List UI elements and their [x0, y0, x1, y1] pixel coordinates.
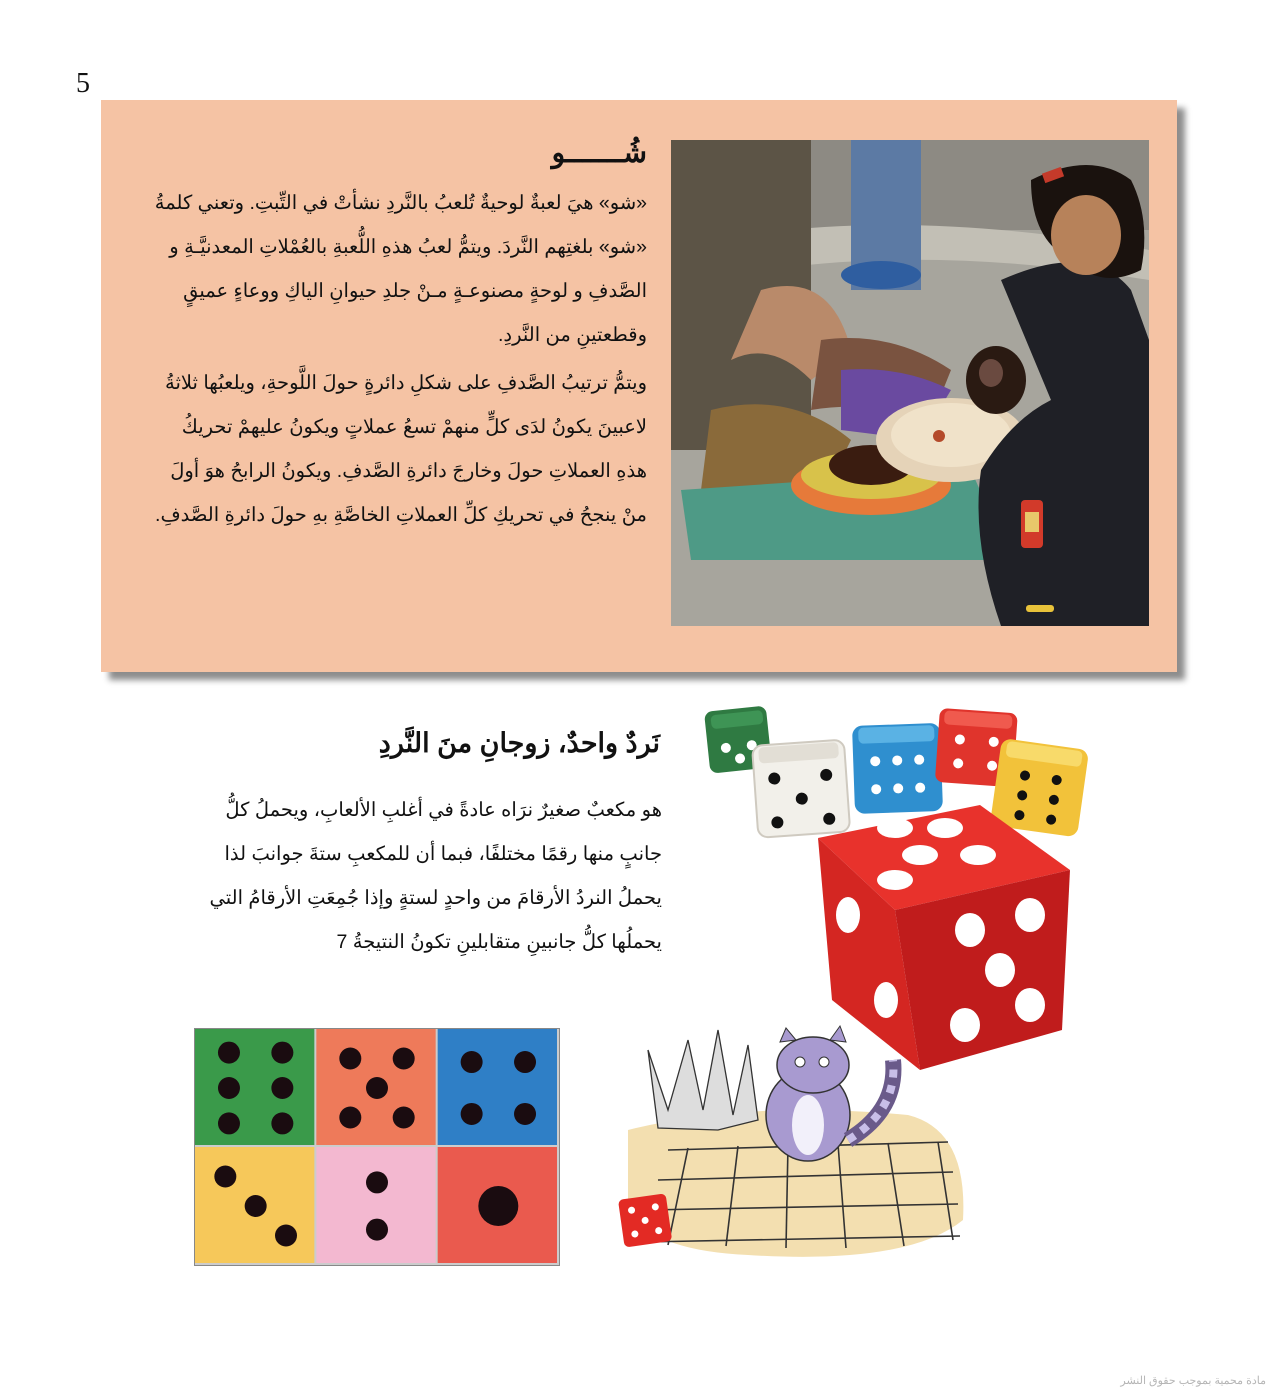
die-pip [461, 1103, 483, 1125]
dice-title: نَردٌ واحدٌ، زوجانِ منَ النَّردِ [378, 728, 660, 758]
die-pip [366, 1077, 388, 1099]
cat-board-illustration [608, 1020, 970, 1270]
die-pip [366, 1171, 388, 1193]
die-pip [218, 1042, 240, 1064]
die-pip [339, 1107, 361, 1129]
die-pip [478, 1186, 518, 1226]
die-face-6 [195, 1029, 314, 1145]
shou-game-photo [671, 140, 1149, 626]
die-face-4 [438, 1029, 557, 1145]
copyright-watermark: مادة محمية بموجب حقوق النشر [1120, 1375, 1266, 1387]
die-pip [275, 1225, 297, 1247]
die-pip [366, 1219, 388, 1241]
die-pip [218, 1112, 240, 1134]
die-pip [514, 1103, 536, 1125]
shou-title: شُـــــــو [551, 137, 647, 168]
shou-paragraph-2: ويتمُّ ترتيبُ الصَّدفِ على شكلِ دائرةٍ حولَ اللَّوحةِ، ويلعبُها ثلاثةُ لاعبينَ يكونُ لدَى كلٍّ منهمْ تسعُ عملاتٍ ويكونُ عليهمْ تحريكُ هذهِ العملاتِ حولَ وخارجَ دائرةِ الصَّدفِ. ويكونُ الرابحُ هوَ أولَ منْ ينجحُ في تحريكِ كلِّ العملاتِ الخاصَّةِ بهِ حولَ دائرةِ الصَّدفِ. [155, 372, 647, 526]
die-pip [393, 1107, 415, 1129]
die-pip [393, 1048, 415, 1070]
die-pip [271, 1112, 293, 1134]
die-pip [271, 1077, 293, 1099]
dice-faces-image [194, 1028, 560, 1266]
die-pip [271, 1042, 293, 1064]
shou-paragraph-1: «شو» هيَ لعبةٌ لوحيةٌ تُلعبُ بالنَّردِ نشأتْ في التِّبتِ. وتعني كلمةُ «شو» بلغتِهم النَّردَ. ويتمُّ لعبُ هذهِ اللُّعبةِ بالعُمْلاتِ المعدنيَّـةِ و الصَّدفِ و لوحةٍ مصنوعـةٍ مـنْ جلدِ حيوانِ الياكِ ووعاءٍ عميقٍ وقطعتينِ من النَّردِ. [154, 192, 647, 346]
die-pip [218, 1077, 240, 1099]
die-face-2 [316, 1147, 435, 1263]
shou-text-column [151, 136, 647, 537]
die-pip [339, 1048, 361, 1070]
page-number: 5 [76, 68, 90, 99]
shou-section [101, 100, 1177, 672]
die-face-3 [195, 1147, 314, 1263]
dice-paragraph: هو مكعبٌ صغيرٌ نرَاه عادةً في أغلبِ الألعابِ، ويحملُ كلُّ جانبٍ منها رقمًا مختلفًا، فبما أن للمكعبِ ستةَ جوانبَ لذا يحملُ النردُ الأرقامَ من واحدٍ لستةٍ وإذا جُمِعَتِ الأرقامُ التي يحملُها كلُّ جانبينِ متقابلينِ تكونُ النتيجةُ 7 [209, 799, 662, 953]
die-face-1 [438, 1147, 557, 1263]
die-pip [245, 1195, 267, 1217]
die-pip [214, 1166, 236, 1188]
die-pip [514, 1051, 536, 1073]
die-face-5 [316, 1029, 435, 1145]
die-pip [461, 1051, 483, 1073]
